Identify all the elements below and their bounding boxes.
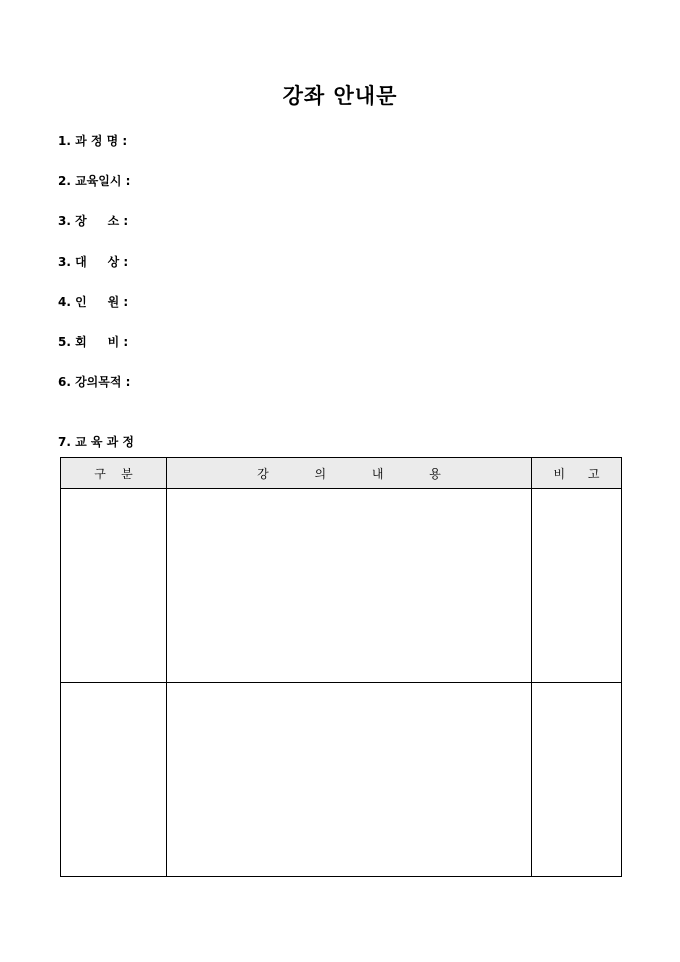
note-cell (532, 683, 622, 877)
column-header-content: 강 의 내 용 (167, 458, 532, 489)
field-location: 3. 장 소 : (58, 214, 129, 228)
field-course-name: 1. 과 정 명 : (58, 134, 128, 148)
field-schedule: 2. 교육일시 : (58, 174, 131, 188)
table-row (61, 489, 622, 683)
content-cell (167, 683, 532, 877)
note-cell (532, 489, 622, 683)
category-cell (61, 683, 167, 877)
content-cell (167, 489, 532, 683)
field-fee: 5. 회 비 : (58, 335, 129, 349)
category-cell (61, 489, 167, 683)
table-header-row (61, 458, 622, 489)
column-header-note: 비 고 (532, 458, 622, 489)
field-capacity: 4. 인 원 : (58, 295, 129, 309)
field-purpose: 6. 강의목적 : (58, 375, 131, 389)
column-header-category: 구 분 (61, 458, 167, 489)
page-title: 강좌 안내문 (282, 83, 398, 108)
field-target: 3. 대 상 : (58, 255, 129, 269)
table-row (61, 683, 622, 877)
curriculum-table (60, 457, 622, 877)
curriculum-heading: 7. 교 육 과 정 (58, 435, 134, 449)
